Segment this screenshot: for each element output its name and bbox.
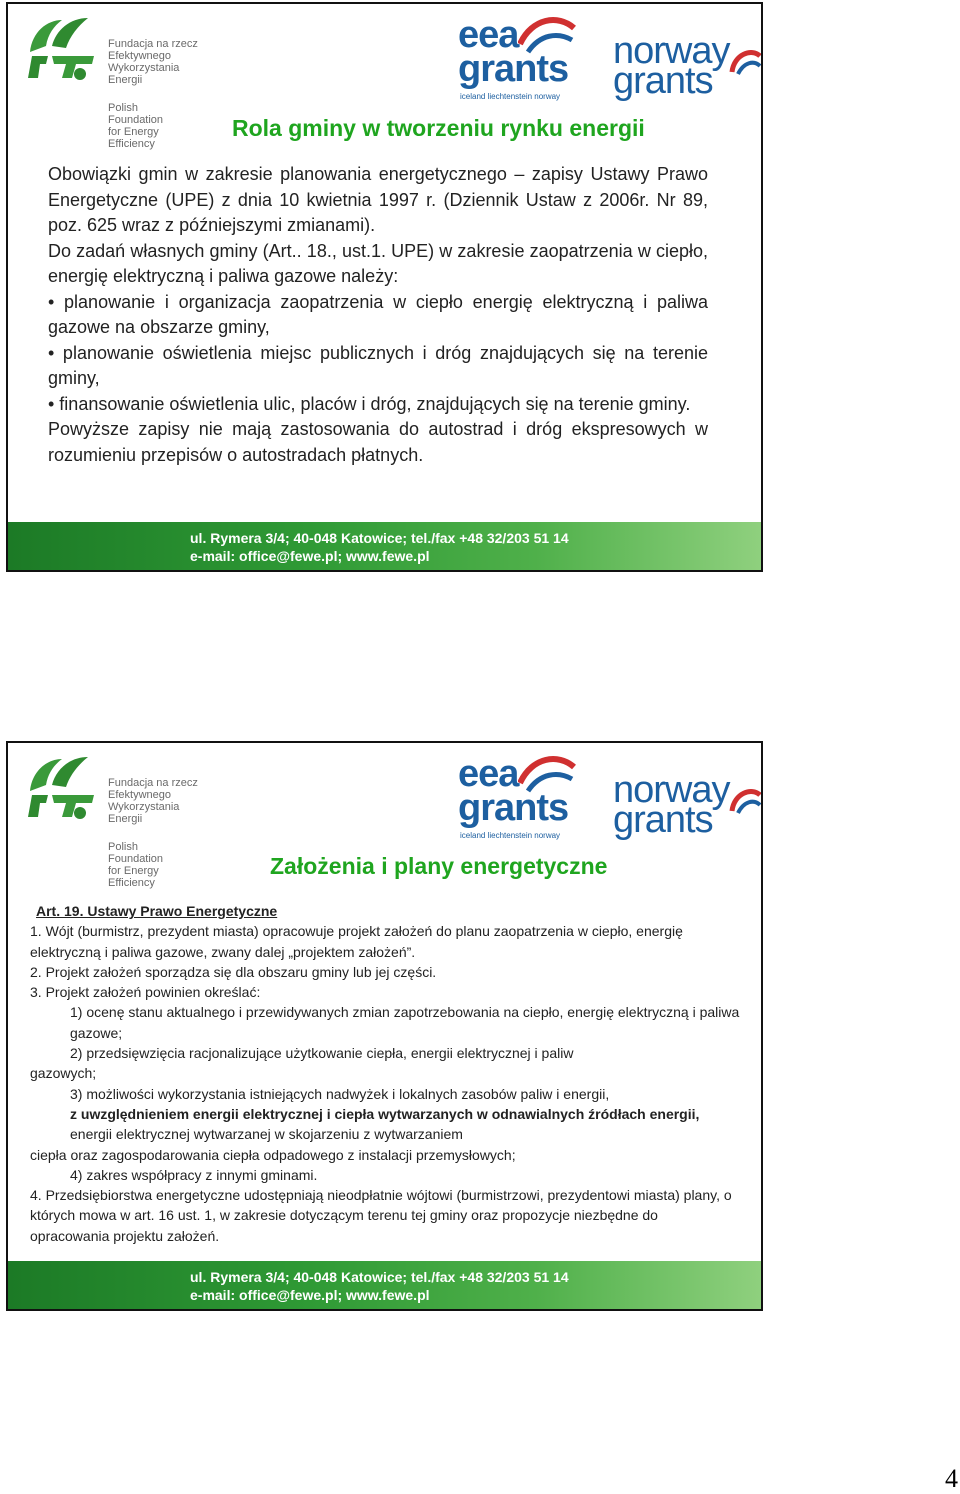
grants-word: grants xyxy=(458,787,569,829)
fewe-polish-name: Fundacja na rzecz Efektywnego Wykorzystania Energii xyxy=(108,38,198,86)
fewe-english-name: Polish Foundation for Energy Efficiency xyxy=(108,102,164,150)
norway-word: norway xyxy=(613,30,730,72)
page-number: 4 xyxy=(945,1464,958,1493)
swirl-icon xyxy=(518,753,578,793)
bullet-item: • planowanie i organizacja zaopatrzenia w ciepło energię elektryczną i paliwa gazowe na obszarze gminy, xyxy=(48,291,708,337)
slide-1 xyxy=(6,2,763,572)
slide-body xyxy=(48,162,708,468)
paragraph: Obowiązki gmin w zakresie planowania energetycznego – zapisy Ustawy Prawo Energetyczne (UPE) z dnia 10 kwietnia 1997 r. (Dziennik Ustaw z 2006r. Nr 89, poz. 625 wraz z późniejszymi zmianami). xyxy=(48,164,708,235)
norway-grants-logo xyxy=(613,32,763,102)
footer-bar xyxy=(8,1261,761,1309)
slide-title: Założenia i plany energetyczne xyxy=(270,853,608,879)
list-item: 2. Projekt założeń sporządza się dla obszaru gminy lub jej części. xyxy=(30,963,437,980)
grants-word: grants xyxy=(613,60,713,102)
sub-item-text: energii elektrycznej wytwarzanej w skojarzeniu z wytwarzaniem xyxy=(70,1126,463,1143)
sub-item: 1) ocenę stanu aktualnego i przewidywanych zmian zapotrzebowania na ciepło, energię elektryczną i paliwa gazowe; xyxy=(70,1004,740,1041)
bullet-item: • planowanie oświetlenia miejsc publicznych i dróg znajdujących się na terenie gminy, xyxy=(48,342,708,388)
fewe-mark-icon xyxy=(22,12,102,84)
sub-item: 2) przedsięwzięcia racjonalizujące użytkowanie ciepła, energii elektrycznej i paliw xyxy=(70,1045,574,1062)
eea-grants-logo xyxy=(458,755,588,845)
slide-2 xyxy=(6,741,763,1311)
grants-word: grants xyxy=(613,799,713,841)
paragraph: Do zadań własnych gminy (Art.. 18., ust.1. UPE) w zakresie zaopatrzenia w ciepło, energię elektryczną i paliwa gazowe należy: xyxy=(48,240,708,286)
norway-word: norway xyxy=(613,769,730,811)
footer-address: ul. Rymera 3/4; 40-048 Katowice; tel./fax +48 32/203 51 14 xyxy=(190,530,569,546)
eea-grants-logo xyxy=(458,16,588,106)
slide-body xyxy=(30,901,740,1246)
fewe-logo xyxy=(22,751,222,891)
fewe-logo xyxy=(22,12,222,152)
grants-word: grants xyxy=(458,48,569,90)
sub-item-continuation: ciepła oraz zagospodarowania ciepła odpadowego z instalacji przemysłowych; xyxy=(30,1146,516,1163)
footer-contact: e-mail: office@fewe.pl; www.fewe.pl xyxy=(190,548,430,564)
paragraph: Powyższe zapisy nie mają zastosowania do autostrad i dróg ekspresowych w rozumieniu przepisów o autostradach płatnych. xyxy=(48,419,708,465)
footer-address: ul. Rymera 3/4; 40-048 Katowice; tel./fax +48 32/203 51 14 xyxy=(190,1269,569,1285)
fewe-english-name: Polish Foundation for Energy Efficiency xyxy=(108,841,164,889)
eea-countries: iceland liechtenstein norway xyxy=(460,831,561,840)
sub-item-continuation: gazowych; xyxy=(30,1065,97,1082)
norway-grants-logo xyxy=(613,771,763,841)
eea-countries: iceland liechtenstein norway xyxy=(460,92,561,101)
fewe-polish-name: Fundacja na rzecz Efektywnego Wykorzystania Energii xyxy=(108,777,198,825)
swirl-icon xyxy=(728,785,762,815)
sub-item: 3) możliwości wykorzystania istniejących nadwyżek i lokalnych zasobów paliw i energii, xyxy=(70,1085,610,1102)
slide-title: Rola gminy w tworzeniu rynku energii xyxy=(232,115,645,141)
fewe-mark-icon xyxy=(22,751,102,823)
footer-bar xyxy=(8,522,761,570)
list-item: 1. Wójt (burmistrz, prezydent miasta) opracowuje projekt założeń do planu zaopatrzenia w ciepło, energię elektryczną i paliwa gazowe, zwany dalej „projektem założeń”. xyxy=(30,923,683,960)
eea-word: eea xyxy=(458,753,519,795)
article-heading: Art. 19. Ustawy Prawo Energetyczne xyxy=(36,903,278,919)
bullet-item: • finansowanie oświetlenia ulic, placów i dróg, znajdujących się na terenie gminy. xyxy=(48,393,691,414)
swirl-icon xyxy=(518,14,578,54)
sub-item: 4) zakres współpracy z innymi gminami. xyxy=(70,1166,318,1183)
footer-contact: e-mail: office@fewe.pl; www.fewe.pl xyxy=(190,1287,430,1303)
swirl-icon xyxy=(728,46,762,76)
bold-text: z uwzględnieniem energii elektrycznej i ciepła wytwarzanych w odnawialnych źródłach energii, xyxy=(70,1105,700,1122)
sub-item xyxy=(30,1104,740,1145)
list-item: 3. Projekt założeń powinien określać: xyxy=(30,984,261,1001)
eea-word: eea xyxy=(458,14,519,56)
list-item: 4. Przedsiębiorstwa energetyczne udostępniają nieodpłatnie wójtowi (burmistrzowi, prezydentowi miasta) plany, o których mowa w art. 16 ust. 1, w zakresie dotyczącym terenu tej gminy oraz propozycje niezbędne do opracowania projektu założeń. xyxy=(30,1187,732,1244)
